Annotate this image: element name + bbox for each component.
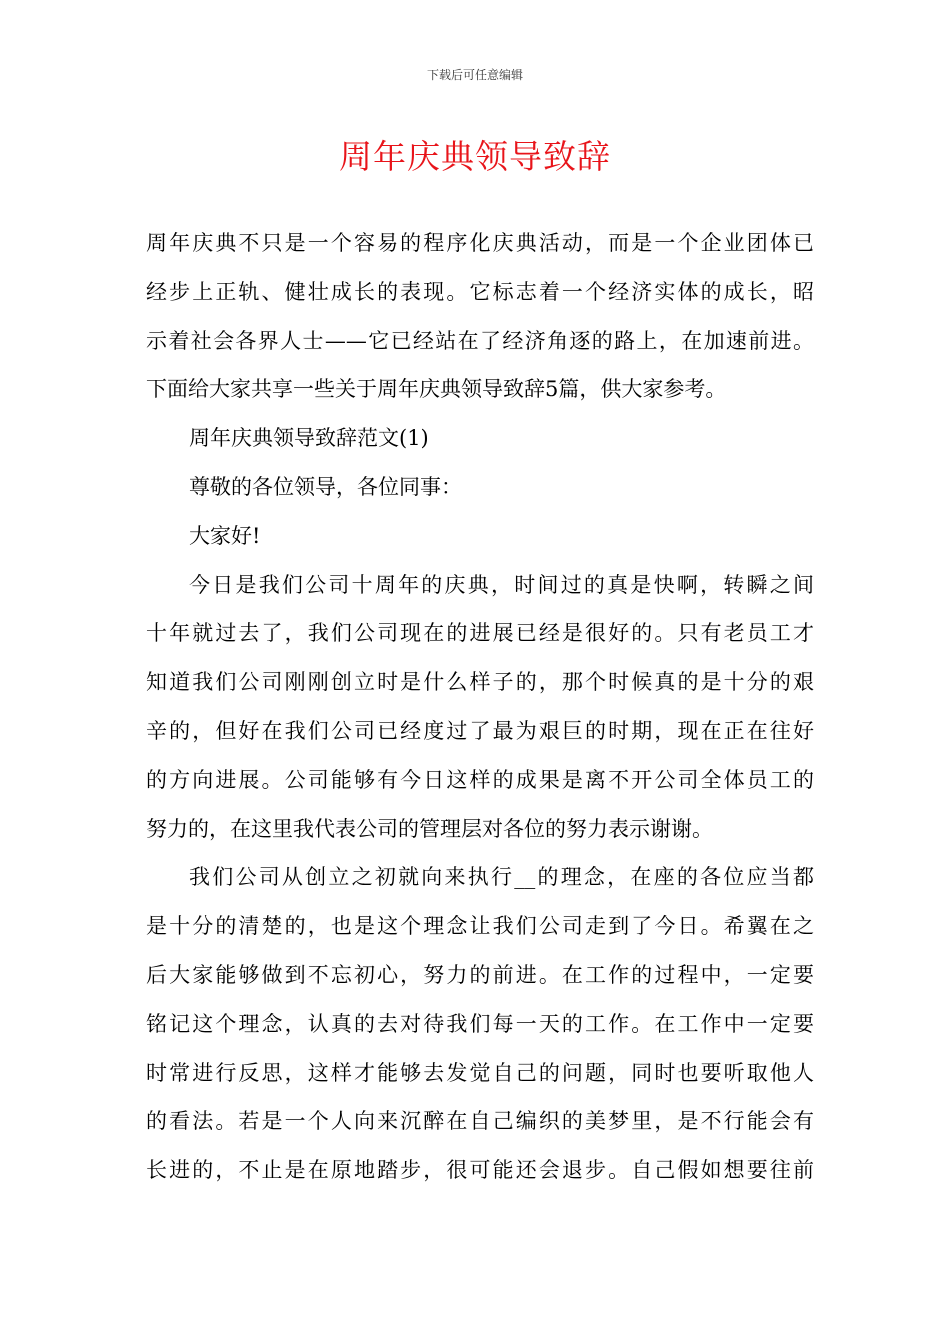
- text-line: 下面给大家共享一些关于周年庆典领导致辞5篇，供大家参考。: [146, 377, 727, 402]
- text-line: 辛的，但好在我们公司已经度过了最为艰巨的时期，现在正在往好: [146, 718, 814, 743]
- document-body: [146, 219, 814, 1195]
- text-line: 长进的，不止是在原地踏步，很可能还会退步。自己假如想要往前: [146, 1158, 814, 1183]
- text-line: 后大家能够做到不忘初心，努力的前进。在工作的过程中，一定要: [146, 962, 814, 987]
- text-line: 十年就过去了，我们公司现在的进展已经是很好的。只有老员工才: [146, 621, 814, 646]
- text-line: 我们公司从创立之初就向来执行__的理念，在座的各位应当都: [189, 865, 814, 890]
- text-line: 的看法。若是一个人向来沉醉在自己编织的美梦里，是不行能会有: [146, 1109, 814, 1134]
- text-line: 是十分的清楚的，也是这个理念让我们公司走到了今日。希翼在之: [146, 914, 814, 939]
- greeting: 大家好!: [189, 523, 261, 548]
- text-line: 的方向进展。公司能够有今日这样的成果是离不开公司全体员工的: [146, 767, 814, 792]
- text-line: 周年庆典不只是一个容易的程序化庆典活动，而是一个企业团体已: [146, 231, 814, 255]
- header-note: 下载后可任意编辑: [426, 68, 523, 82]
- text-line: 铭记这个理念，认真的去对待我们每一天的工作。在工作中一定要: [146, 1011, 814, 1036]
- section-heading: 周年庆典领导致辞范文(1): [189, 426, 429, 451]
- text-line: 知道我们公司刚刚创立时是什么样子的，那个时候真的是十分的艰: [146, 670, 814, 695]
- salutation: 尊敬的各位领导，各位同事：: [189, 474, 462, 499]
- text-line: 今日是我们公司十周年的庆典，时间过的真是快啊，转瞬之间: [189, 572, 814, 597]
- text-line: 时常进行反思，这样才能够去发觉自己的问题，同时也要听取他人: [146, 1060, 814, 1085]
- document-title: 周年庆典领导致辞: [339, 137, 611, 176]
- text-line: 示着社会各界人士——它已经站在了经济角逐的路上，在加速前进。: [146, 328, 814, 353]
- text-line: 努力的，在这里我代表公司的管理层对各位的努力表示谢谢。: [146, 816, 713, 841]
- text-line: 经步上正轨、健壮成长的表现。它标志着一个经济实体的成长，昭: [146, 279, 814, 304]
